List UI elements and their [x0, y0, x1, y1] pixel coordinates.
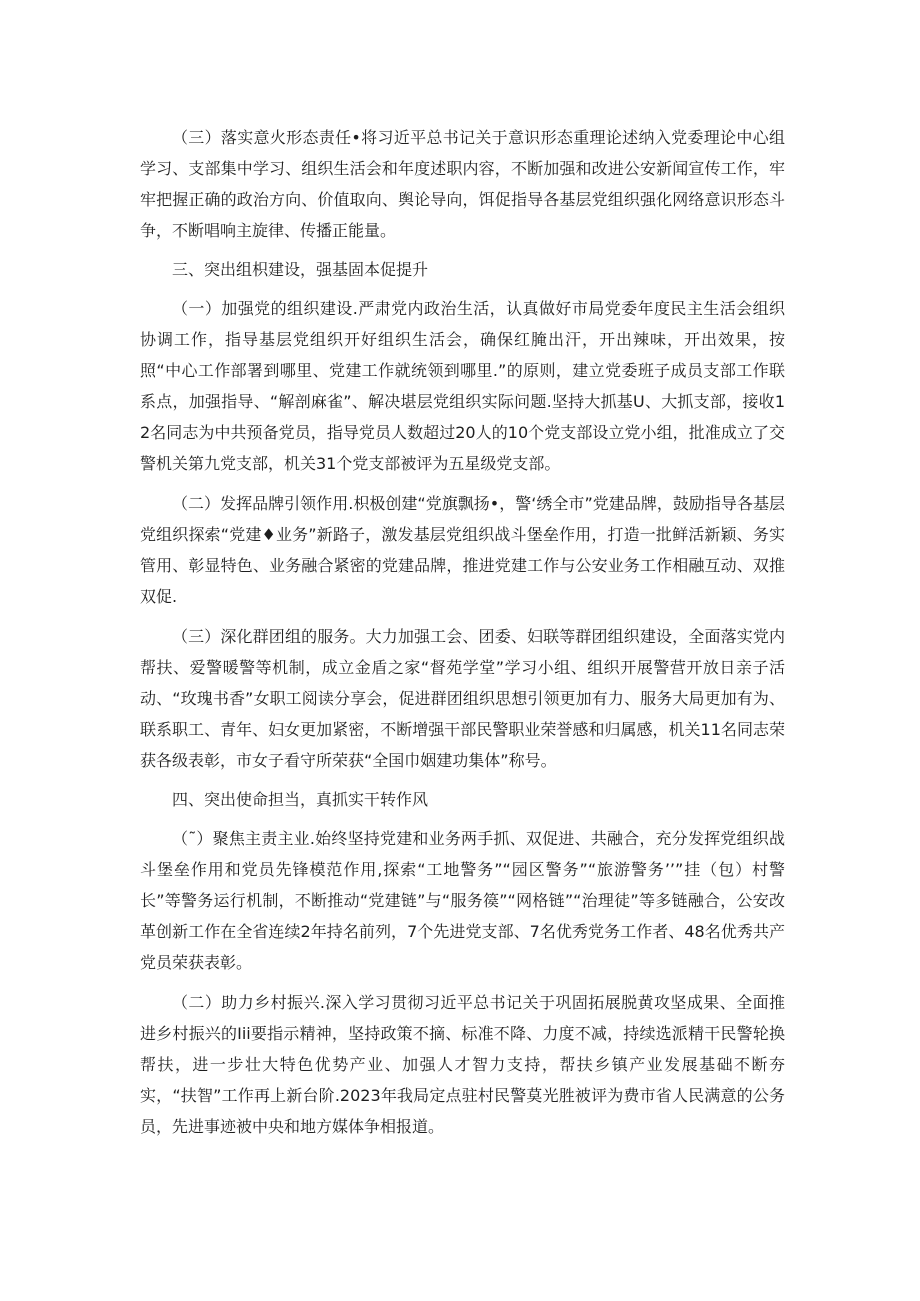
paragraph-mass-organization: （三）深化群团组的服务。大力加强工会、团委、妇联等群团组织建设，全面落实党内帮扶、爱警暖警等机制，成立金盾之家“督苑学堂”学习小组、组织开展警营开放日亲子活动、“玫瑰书香”女职工阅读分享会，促进群团组织思想引领更加有力、服务大局更加有为、联系职工、青年、妇女更加紧密，不断增强干部民警职业荣誉感和归属感，机关11名同志荣获各级表彰，市女子看守所荣获“全国巾姻建功集体”称号。: [140, 627, 785, 770]
paragraph-main-responsibility: （˜）聚焦主责主业.始终坚持党建和业务两手抓、双促进、共融合，充分发挥党组织战斗堡垒作用和党员先锋模范作用,探索“工地警务”“园区警务”“旅游警务’’”挂（包）村警长”等警务运行机制，不断推动“党建链”与“服务篌”“网格链”“治理徒”等多链融合，公安改革创新工作在全省连续2年持名前列，7个先进党支部、7名优秀党务工作者、48名优秀共产党员荣获表彰。: [140, 829, 785, 972]
paragraph-ideology-responsibility: （三）落实意火形态责任•将习近平总书记关于意识形态重理论述纳入党委理论中心组学习、支部集中学习、组织生活会和年度述职内容，不断加强和改进公安新闻宣传工作，牢牢把握正确的政治方向、价值取向、舆论导向，饵促指导各基层党组织强化网络意识形态斗争，不断唱响主旋律、传播正能量。: [140, 128, 785, 240]
paragraph-party-organization: （一）加强党的组织建设.严肃党内政治生活，认真做好市局党委年度民主生活会组织协调工作，指导基层党组织开好组织生活会，确保红腌出汗，开出辣味，开出效果，按照“中心工作部署到哪里、党建工作就统领到哪里.”的原则，建立党委班子成员支部工作联系点，加强指导、“解剖麻雀”、解决堪层党组织实际问题.坚持大抓基U、大抓支部，接收12名同志为中共预备党员，指导党员人数超过20人的10个党支部设立党小组，批准成立了交警机关第九党支部，机关31个党支部被评为五星级党支部。: [140, 299, 785, 473]
section-heading-mission: 四、突出使命担当，真抓实干转作风: [172, 790, 429, 809]
paragraph-rural-revitalization: （二）助力乡村振兴.深入学习贯彻习近平总书记关于巩固拓展脱黄攻坚成果、全面推进乡村振兴的Iii要指示精神，坚持政策不摘、标准不降、力度不减，持续选派精干民警轮换帮扶，进一步壮大特色优势产业、加强人才智力支持，帮扶乡镇产业发展基础不断夯实，“扶智”工作再上新台阶.2023年我局定点驻村民警莫光胜被评为费市省人民满意的公务员，先进事迹被中央和地方媒体争相报道。: [140, 993, 785, 1136]
document-body: [140, 122, 785, 1142]
paragraph-brand-leadership: （二）发挥品牌引领作用.枳极创建“党旗飘扬•，警‘绣全市”党建品牌，鼓励指导各基层党组织探索“党建♦业务”新路子，激发基层党组织战斗堡垒作用，打造一批鲜活新颖、务实管用、彰显特色、业务融合紧密的党建品牌，推进党建工作与公安业务工作相融互动、双推双促.: [140, 494, 785, 606]
section-heading-organization: 三、突出组枳建设，强基固本促提升: [172, 260, 429, 279]
